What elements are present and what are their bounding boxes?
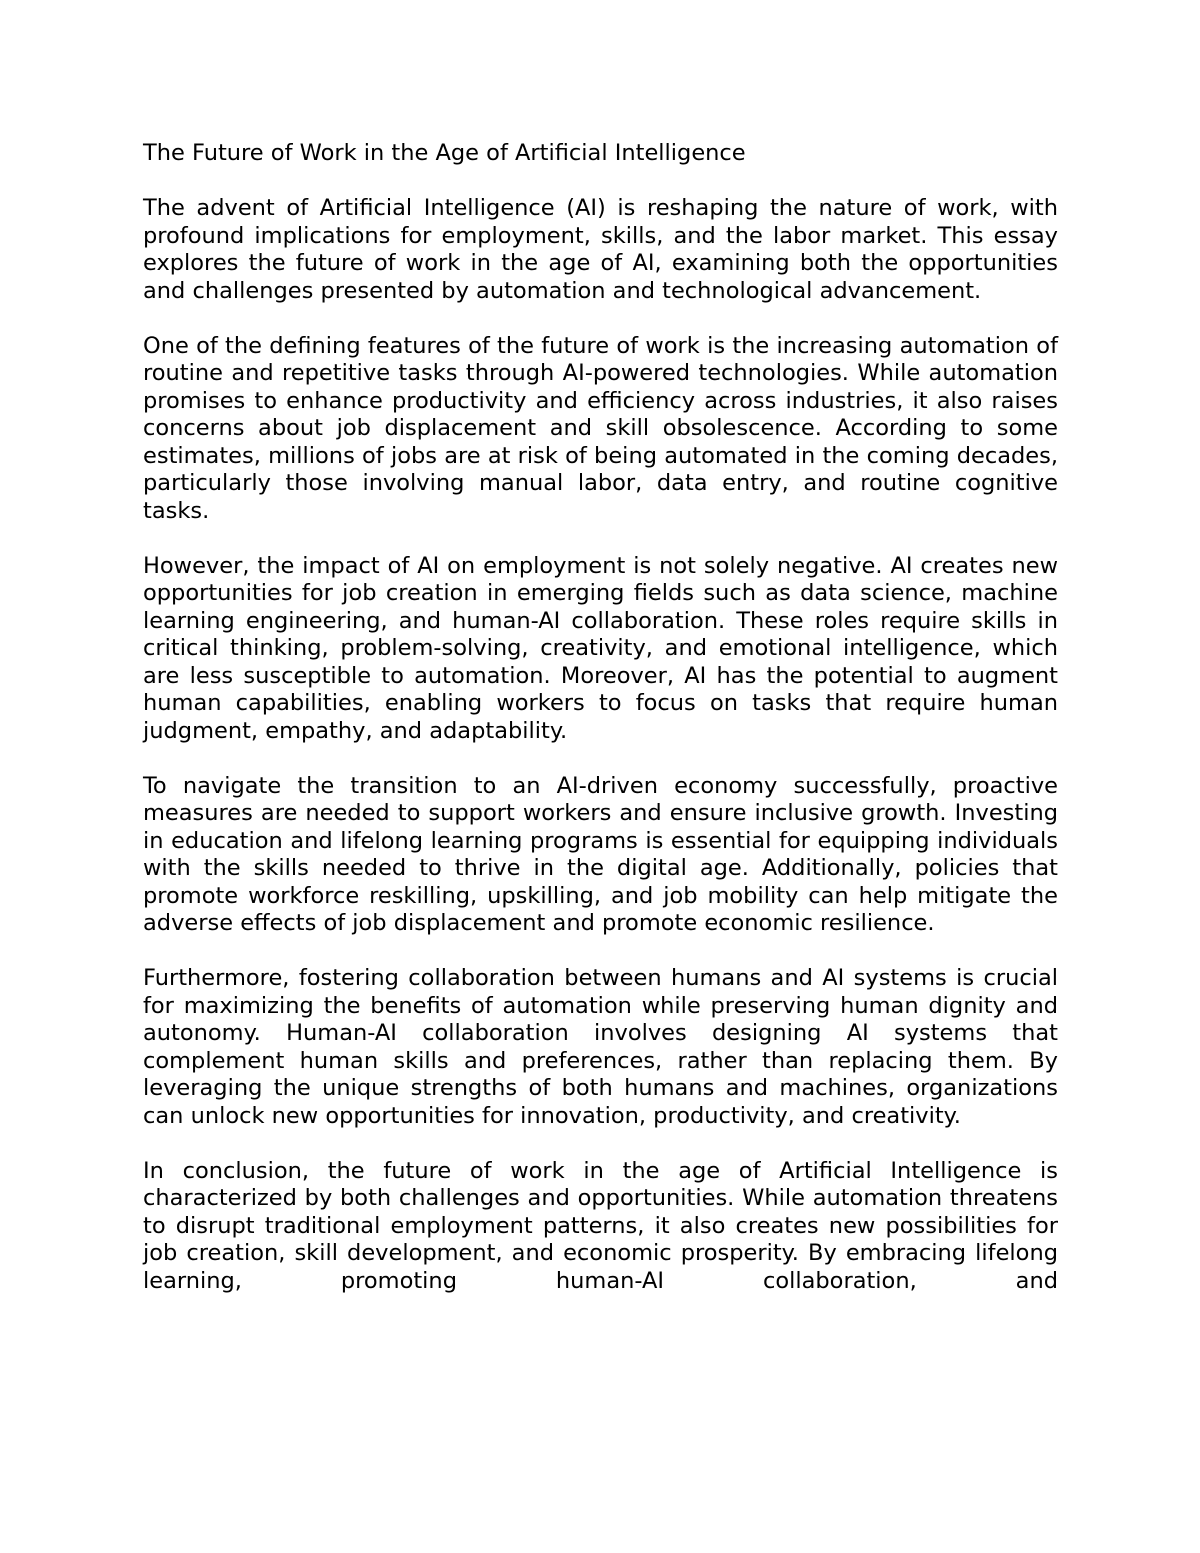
paragraph-automation: One of the defining features of the future of work is the increasing automation of routine and repetitive tasks through AI-powered technologies. While automation promises to enhance productivity and efficiency across industries, it also raises concerns about job displacement and skill obsolescence. According to some estimates, millions of jobs are at risk of being automated in the coming decades, particularly those involving manual labor, data entry, and routine cognitive tasks.: [143, 332, 1058, 524]
paragraph-collaboration: Furthermore, fostering collaboration between humans and AI systems is crucial for maximizing the benefits of automation while preserving human dignity and autonomy. Human-AI collaboration involves designing AI systems that complement human skills and preferences, rather than replacing them. By leveraging the unique strengths of both humans and machines, organizations can unlock new opportunities for innovation, productivity, and creativity.: [143, 965, 1058, 1129]
paragraph-opportunities: However, the impact of AI on employment is not solely negative. AI creates new opportunities for job creation in emerging fields such as data science, machine learning engineering, and human-AI collaboration. These roles require skills in critical thinking, problem-solving, creativity, and emotional intelligence, which are less susceptible to automation. Moreover, AI has the potential to augment human capabilities, enabling workers to focus on tasks that require human judgment, empathy, and adaptability.: [143, 552, 1058, 744]
paragraph-transition: To navigate the transition to an AI-driven economy successfully, proactive measures are needed to support workers and ensure inclusive growth. Investing in education and lifelong learning programs is essential for equipping individuals with the skills needed to thrive in the digital age. Additionally, policies that promote workforce reskilling, upskilling, and job mobility can help mitigate the adverse effects of job displacement and promote economic resilience.: [143, 772, 1058, 936]
document-title: The Future of Work in the Age of Artificial Intelligence: [143, 140, 746, 166]
document-page: [143, 140, 1058, 1295]
paragraph-introduction: The advent of Artificial Intelligence (AI) is reshaping the nature of work, with profound implications for employment, skills, and the labor market. This essay explores the future of work in the age of AI, examining both the opportunities and challenges presented by automation and technological advancement.: [143, 195, 1058, 304]
paragraph-conclusion: In conclusion, the future of work in the age of Artificial Intelligence is characterized by both challenges and opportunities. While automation threatens to disrupt traditional employment patterns, it also creates new possibilities for job creation, skill development, and economic prosperity. By embracing lifelong learning, promoting human-AI collaboration, and: [143, 1157, 1058, 1294]
